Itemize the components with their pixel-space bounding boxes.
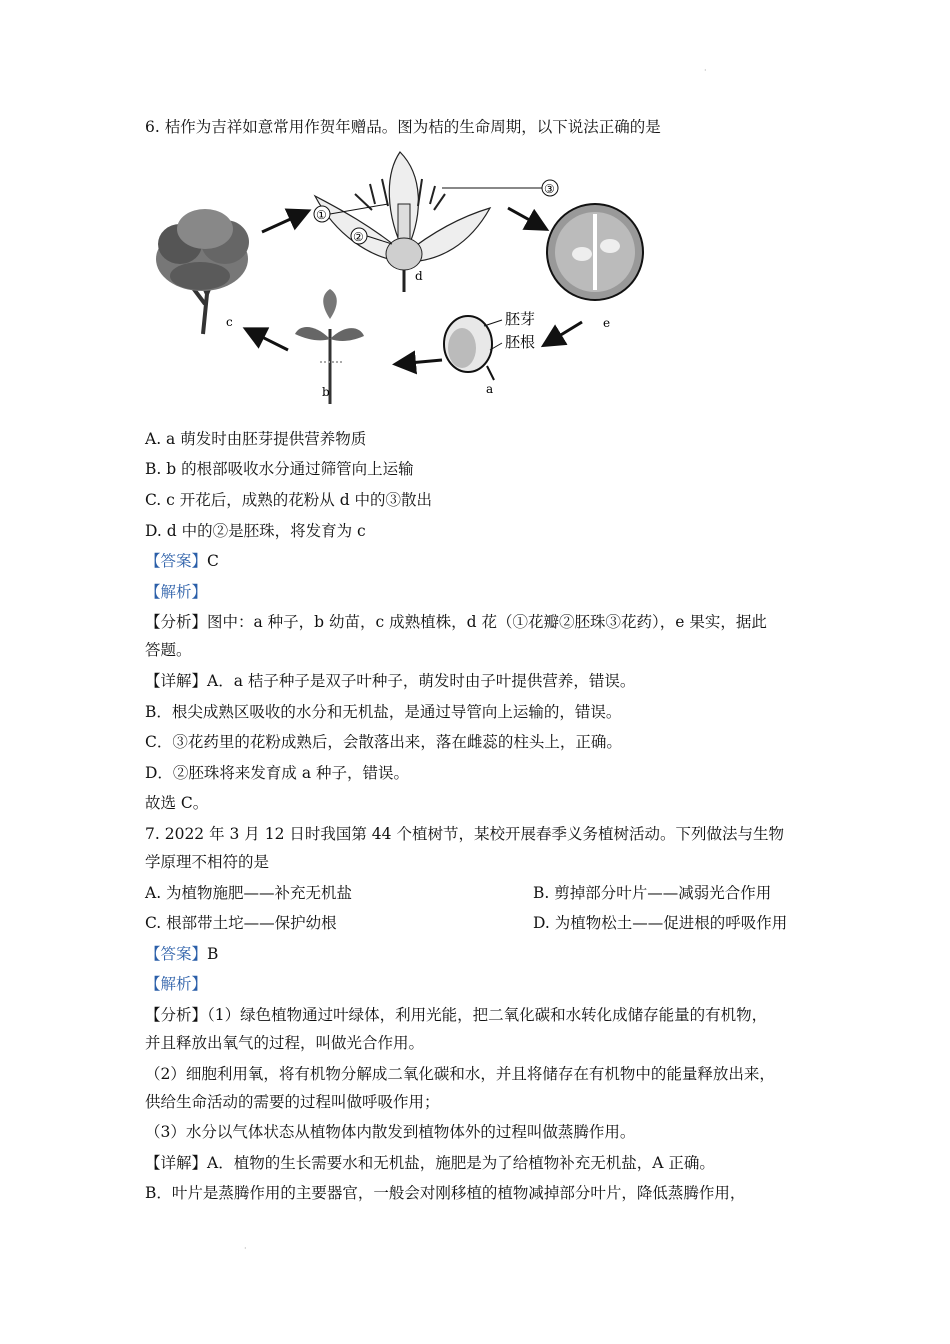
label-n3: ③	[544, 182, 555, 196]
label-n1: ①	[316, 208, 327, 222]
q6-option-a: A. a 萌发时由胚芽提供营养物质	[145, 430, 367, 448]
q6-analysis-line: 答题。	[145, 641, 192, 659]
q7-analysis-line: 【分析】（1）绿色植物通过叶绿体，利用光能，把二氧化碳和水转化成储存能量的有机物，	[145, 1006, 768, 1024]
q7-option-b: B. 剪掉部分叶片——减弱光合作用	[533, 884, 772, 902]
q7-options-row-2	[145, 912, 830, 934]
life-cycle-figure	[150, 144, 670, 406]
q7-analysis-line: B．叶片是蒸腾作用的主要器官，一般会对刚移植的植物减掉部分叶片，降低蒸腾作用，	[145, 1184, 746, 1202]
label-plumule: 胚芽	[505, 310, 536, 328]
q6-option-b: B. b 的根部吸收水分通过筛管向上运输	[145, 460, 414, 478]
answer-value: C	[207, 552, 219, 570]
label-e: e	[603, 316, 611, 330]
label-a: a	[486, 382, 494, 396]
q6-analysis-line: C．③花药里的花粉成熟后，会散落出来，落在雌蕊的柱头上，正确。	[145, 733, 622, 751]
q7-analysis-line: 并且释放出氧气的过程，叫做光合作用。	[145, 1034, 425, 1052]
q6-stem: 6. 桔作为吉祥如意常用作贺年赠品。图为桔的生命周期，以下说法正确的是	[145, 118, 661, 136]
q7-analysis-line: （3）水分以气体状态从植物体内散发到植物体外的过程叫做蒸腾作用。	[145, 1123, 636, 1141]
page-mark: ·	[704, 66, 707, 75]
q6-option-c: C. c 开花后，成熟的花粉从 d 中的③散出	[145, 491, 433, 509]
q6-analysis-line: B．根尖成熟区吸收的水分和无机盐，是通过导管向上运输的，错误。	[145, 703, 622, 721]
q7-options-row-1	[145, 882, 830, 904]
tree-illustration	[156, 209, 249, 334]
answer-tag: 【答案】	[145, 945, 208, 963]
q7-analysis-line: 【详解】A．植物的生长需要水和无机盐，施肥是为了给植物补充无机盐，A 正确。	[145, 1154, 715, 1172]
q7-stem-line: 7. 2022 年 3 月 12 日时我国第 44 个植树节，某校开展春季义务植树活动。下列做法与生物	[145, 825, 784, 843]
q7-analysis-line: （2）细胞利用氧，将有机物分解成二氧化碳和水，并且将储存在有机物中的能量释放出来，	[145, 1065, 775, 1083]
arrow-seedling-to-tree	[248, 330, 288, 350]
q7-option-c: C. 根部带土坨——保护幼根	[145, 914, 337, 932]
q6-option-d: D. d 中的②是胚珠，将发育为 c	[145, 522, 366, 540]
arrow-fruit-to-seed	[546, 322, 582, 344]
answer-value: B	[207, 945, 219, 963]
label-n2: ②	[353, 230, 364, 244]
flower-illustration	[315, 152, 490, 292]
label-radicle: 胚根	[505, 333, 536, 351]
q7-answer	[145, 943, 830, 965]
q6-analysis-line: 【详解】A．a 桔子种子是双子叶种子，萌发时由子叶提供营养，错误。	[145, 672, 636, 690]
q7-analysis-line: 供给生命活动的需要的过程叫做呼吸作用；	[145, 1093, 440, 1111]
q6-analysis-line: 【分析】图中：a 种子，b 幼苗，c 成熟植株，d 花（①花瓣②胚珠③花药），e 果实，据此	[145, 613, 767, 631]
q7-option-a: A. 为植物施肥——补充无机盐	[145, 884, 353, 902]
q7-analysis-tag: 【解析】	[145, 975, 208, 993]
arrow-flower-to-fruit	[508, 208, 544, 228]
q7-stem-line: 学原理不相符的是	[145, 853, 270, 871]
label-b: b	[322, 385, 330, 399]
q6-analysis-tag: 【解析】	[145, 583, 208, 601]
q6-answer	[145, 550, 830, 572]
q7-option-d: D. 为植物松土——促进根的呼吸作用	[533, 914, 788, 932]
q6-analysis-line: D．②胚珠将来发育成 a 种子，错误。	[145, 764, 410, 782]
answer-tag: 【答案】	[145, 552, 208, 570]
arrow-tree-to-flower	[262, 212, 306, 232]
arrow-seed-to-seedling	[398, 360, 442, 364]
label-c: c	[226, 315, 233, 329]
q6-analysis-line: 故选 C。	[145, 794, 209, 812]
page-mark: ·	[244, 1244, 247, 1253]
fruit-cross-section	[547, 204, 643, 300]
label-d: d	[415, 269, 423, 283]
